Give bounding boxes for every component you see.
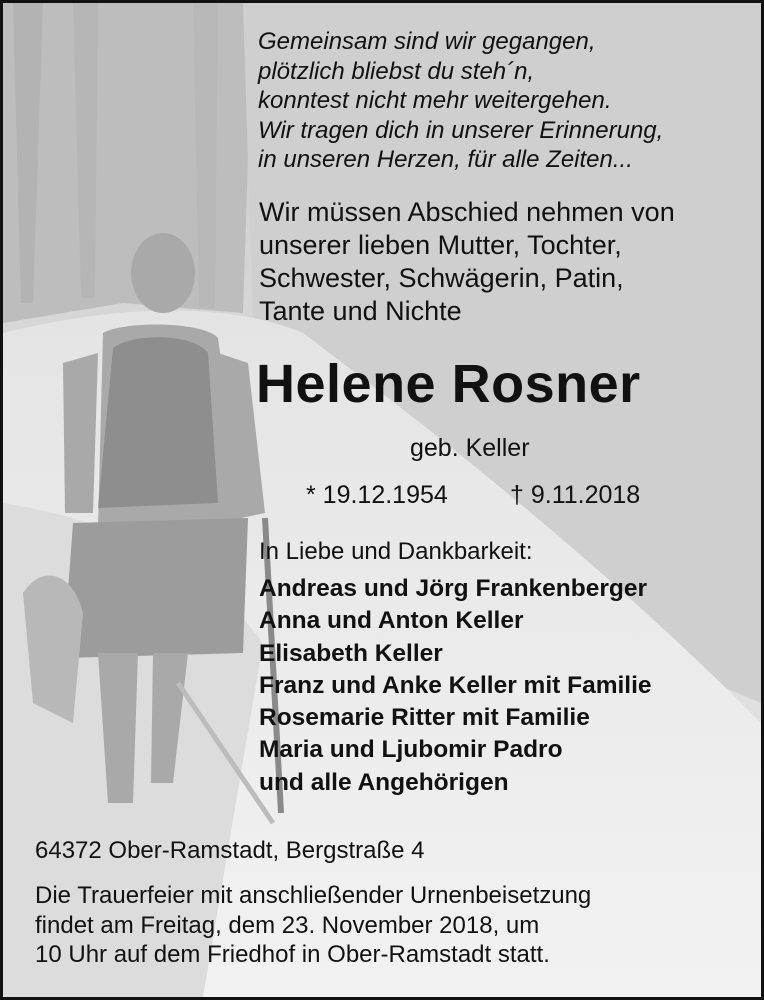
death-date: † 9.11.2018 — [510, 481, 641, 509]
poem — [258, 27, 663, 175]
birth-date: * 19.12.1954 — [306, 481, 448, 509]
maiden-name: geb. Keller — [410, 434, 530, 462]
funeral-line: findet am Freitag, dem 23. November 2018, um — [35, 911, 540, 939]
intro-line: Schwester, Schwägerin, Patin, — [259, 263, 624, 293]
poem-line: plötzlich bliebst du steh´n, — [258, 57, 535, 85]
address: 64372 Ober-Ramstadt, Bergstraße 4 — [35, 837, 425, 864]
farewell-intro — [259, 196, 675, 328]
intro-line: Tante und Nichte — [259, 296, 462, 326]
mourner-item: Franz und Anke Keller mit Familie — [259, 671, 652, 699]
intro-line: Wir müssen Abschied nehmen von — [259, 197, 675, 227]
mourner-item: Anna und Anton Keller — [259, 607, 524, 635]
poem-line: konntest nicht mehr weitergehen. — [258, 87, 612, 114]
funeral-line: 10 Uhr auf dem Friedhof in Ober-Ramstadt statt. — [35, 941, 550, 968]
deceased-name: Helene Rosner — [256, 354, 641, 414]
poem-line: Gemeinsam sind wir gegangen, — [258, 28, 596, 55]
mourner-item: Rosemarie Ritter mit Familie — [259, 704, 590, 732]
thanks-label: In Liebe und Dankbarkeit: — [259, 538, 533, 565]
poem-line: in unseren Herzen, für alle Zeiten... — [258, 146, 633, 173]
intro-line: unserer lieben Mutter, Tochter, — [259, 230, 622, 260]
mourner-item: und alle Angehörigen — [259, 768, 509, 796]
funeral-info — [35, 881, 591, 970]
mourner-item: Elisabeth Keller — [259, 639, 443, 667]
poem-line: Wir tragen dich in unserer Erinnerung, — [258, 116, 664, 144]
mourners-list — [259, 573, 652, 799]
mourner-item: Maria und Ljubomir Padro — [259, 736, 563, 764]
funeral-line: Die Trauerfeier mit anschließender Urnenbeisetzung — [35, 882, 592, 909]
mourner-item: Andreas und Jörg Frankenberger — [259, 575, 648, 602]
